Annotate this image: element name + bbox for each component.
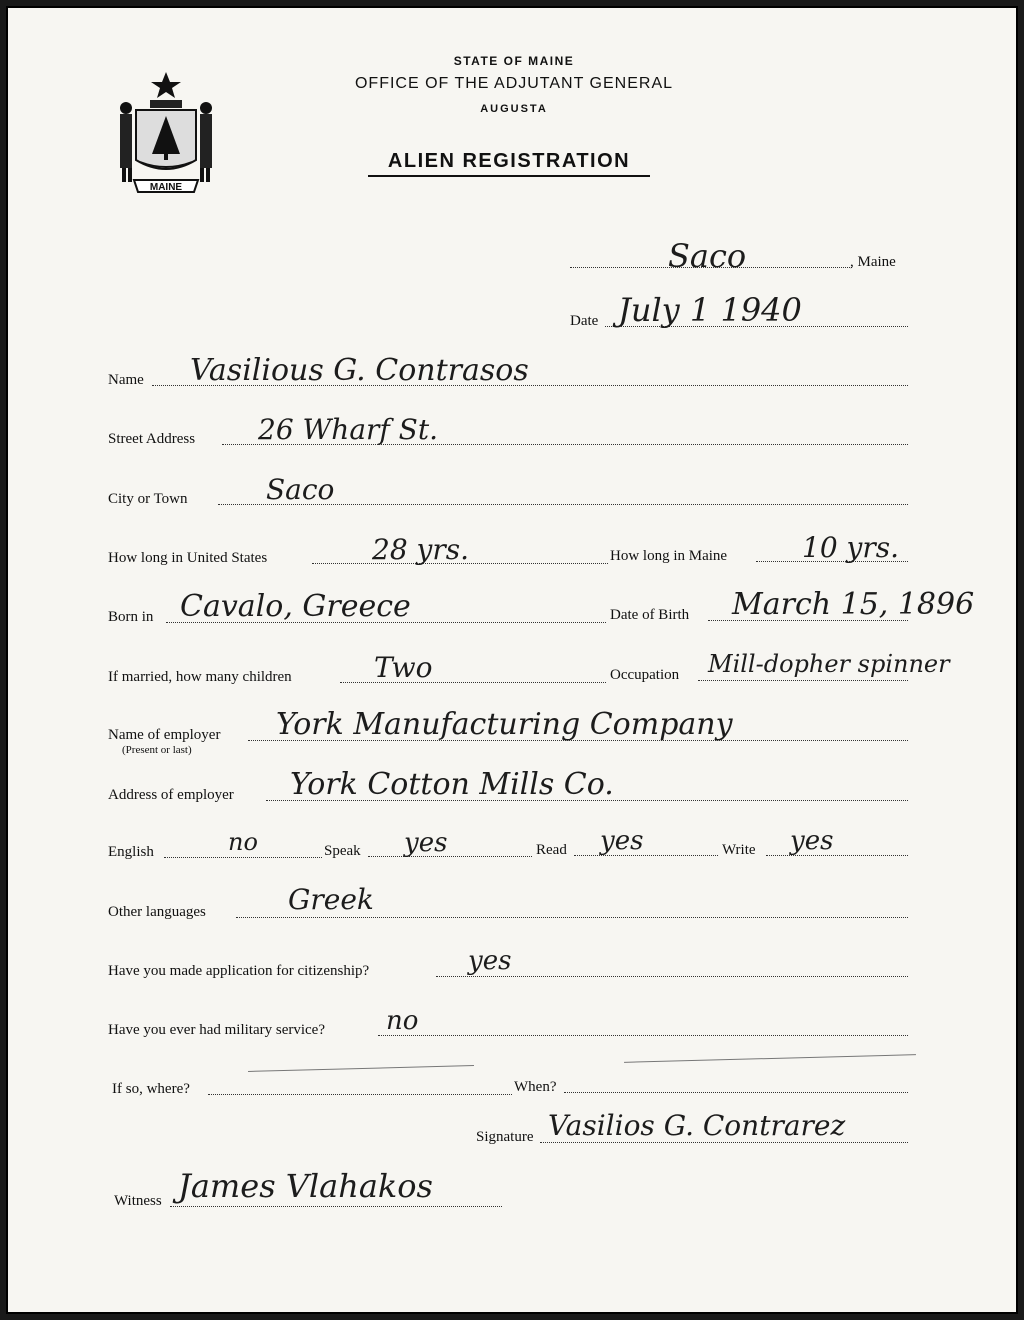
write-line xyxy=(766,855,908,856)
date-label: Date xyxy=(570,313,599,329)
name-label: Name xyxy=(108,372,144,388)
when-strike-line xyxy=(624,1054,916,1063)
witness-label: Witness xyxy=(114,1193,162,1209)
speak-label: Speak xyxy=(324,843,361,859)
born-in-label: Born in xyxy=(108,609,154,625)
english-entry: no xyxy=(228,828,258,856)
seal-banner-text: MAINE xyxy=(149,182,183,193)
employer-address-label: Address of employer xyxy=(108,787,234,803)
maine-years-entry: 10 yrs. xyxy=(802,531,900,564)
street-entry: 26 Wharf St. xyxy=(258,413,439,446)
other-languages-line xyxy=(236,917,908,918)
read-label: Read xyxy=(536,842,567,858)
write-entry: yes xyxy=(790,826,834,856)
citizenship-label: Have you made application for citizenship? xyxy=(108,963,370,979)
when-line xyxy=(564,1092,908,1093)
signature-entry: Vasilios G. Contrarez xyxy=(548,1109,846,1142)
english-label: English xyxy=(108,844,154,860)
witness-line xyxy=(170,1206,502,1207)
citizenship-entry: yes xyxy=(468,946,512,976)
name-entry: Vasilious G. Contrasos xyxy=(190,353,529,388)
citizenship-line xyxy=(436,976,908,977)
form-title: ALIEN REGISTRATION xyxy=(368,150,650,177)
when-label: When? xyxy=(514,1079,557,1095)
place-entry: Saco xyxy=(668,237,747,275)
us-years-entry: 28 yrs. xyxy=(372,533,470,566)
city-heading: AUGUSTA xyxy=(480,103,548,115)
witness-entry: James Vlahakos xyxy=(178,1167,433,1205)
military-line xyxy=(378,1035,908,1036)
read-line xyxy=(574,855,718,856)
born-in-entry: Cavalo, Greece xyxy=(180,589,411,624)
speak-line xyxy=(368,856,532,857)
maine-years-label: How long in Maine xyxy=(610,548,728,564)
speak-entry: yes xyxy=(404,828,448,858)
other-languages-label: Other languages xyxy=(108,904,206,920)
city-label: City or Town xyxy=(108,491,188,507)
street-label: Street Address xyxy=(108,431,196,447)
occupation-line xyxy=(698,680,908,681)
dob-entry: March 15, 1896 xyxy=(732,587,975,622)
employer-entry: York Manufacturing Company xyxy=(276,707,733,742)
signature-label: Signature xyxy=(476,1129,534,1145)
employer-sublabel: (Present or last) xyxy=(122,744,192,756)
occupation-entry: Mill-dopher spinner xyxy=(708,650,950,678)
state-heading: STATE OF MAINE xyxy=(453,54,575,68)
maine-label: , Maine xyxy=(850,254,896,270)
employer-label: Name of employer xyxy=(108,727,221,743)
where-line xyxy=(208,1094,512,1095)
city-entry: Saco xyxy=(266,473,335,506)
registration-form xyxy=(6,6,1018,1314)
where-strike-line xyxy=(248,1065,474,1072)
date-entry: July 1 1940 xyxy=(618,291,802,329)
read-entry: yes xyxy=(600,826,644,856)
write-label: Write xyxy=(722,842,756,858)
employer-address-entry: York Cotton Mills Co. xyxy=(290,767,614,802)
signature-line xyxy=(540,1142,908,1143)
other-languages-entry: Greek xyxy=(288,883,374,916)
office-heading: OFFICE OF THE ADJUTANT GENERAL xyxy=(354,75,674,92)
where-label: If so, where? xyxy=(112,1081,190,1097)
military-label: Have you ever had military service? xyxy=(108,1022,325,1038)
us-years-label: How long in United States xyxy=(108,550,268,566)
children-label: If married, how many children xyxy=(108,669,292,685)
english-line xyxy=(164,857,322,858)
children-entry: Two xyxy=(374,651,433,684)
military-entry: no xyxy=(386,1006,419,1036)
dob-label: Date of Birth xyxy=(610,607,690,623)
occupation-label: Occupation xyxy=(610,667,680,683)
